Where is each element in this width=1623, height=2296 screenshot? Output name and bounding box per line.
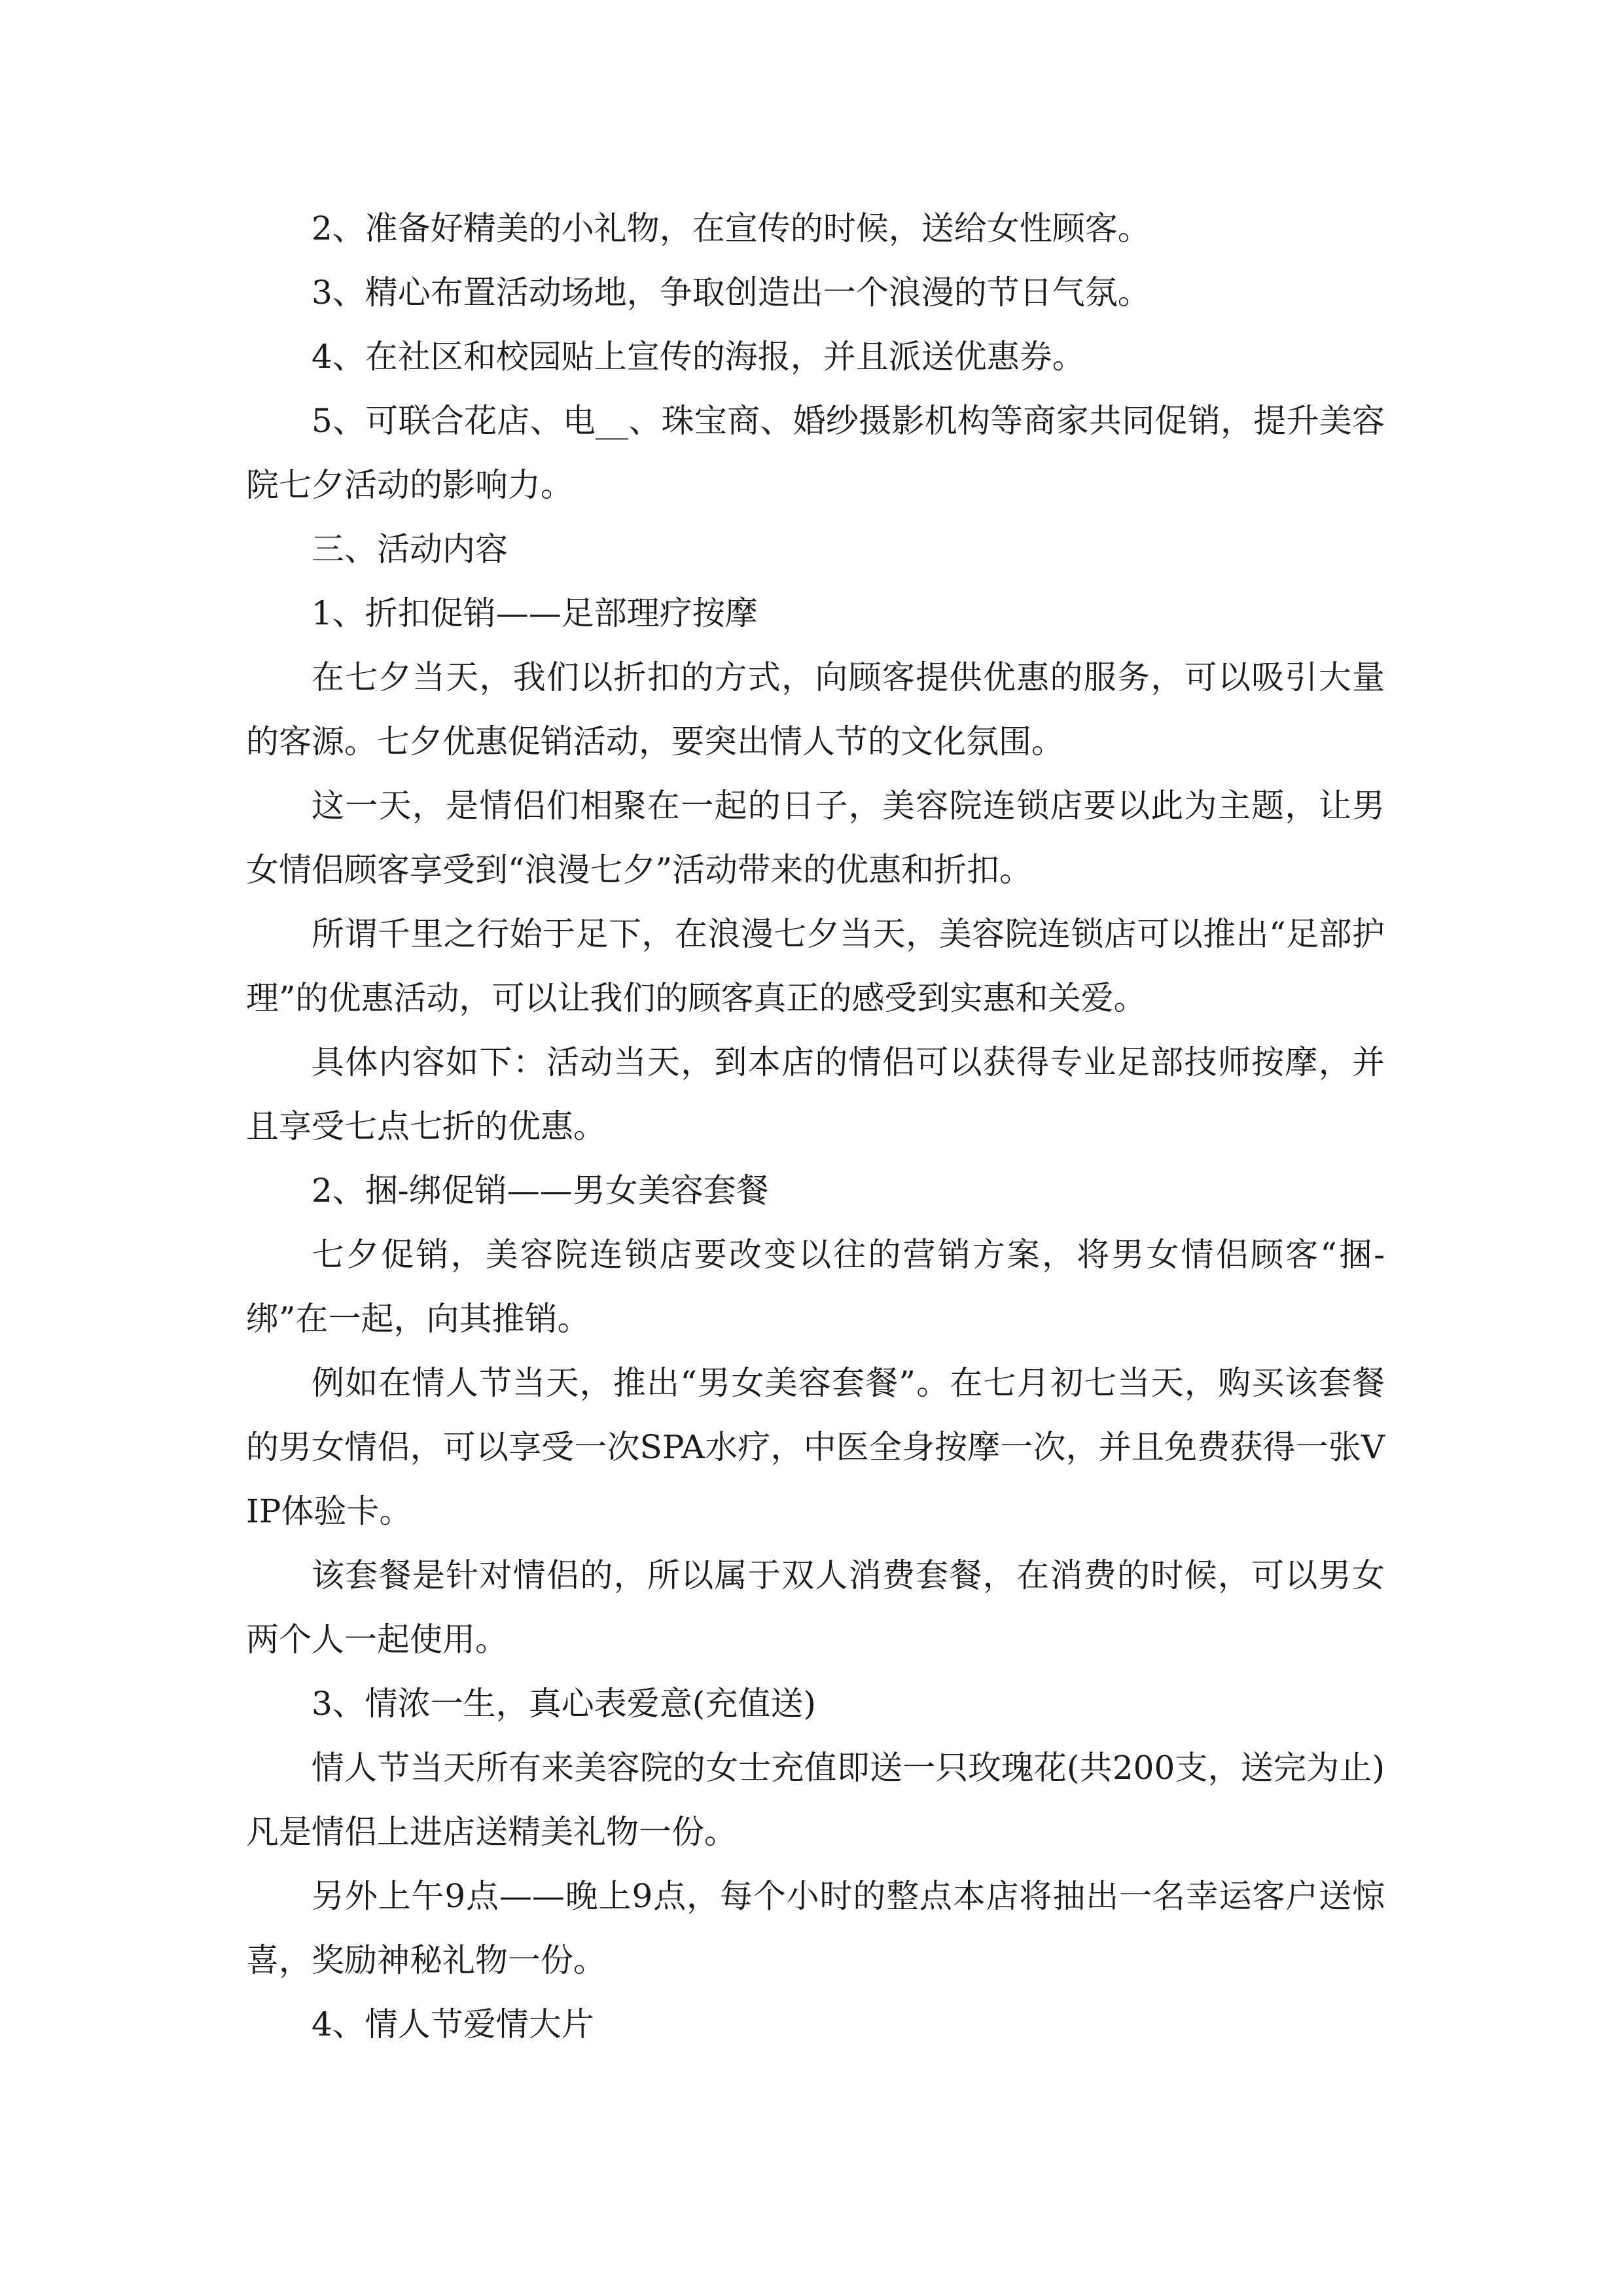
paragraph-package-usage: 该套餐是针对情侣的，所以属于双人消费套餐，在消费的时候，可以男女两个人一起使用。 <box>246 1556 1385 1659</box>
subheading-recharge-gift: 3、情浓一生，真心表爱意(充值送) <box>312 1685 816 1723</box>
subheading-bundle-promotion: 2、捆-绑促销——男女美容套餐 <box>312 1172 769 1210</box>
paragraph-recharge-details: 情人节当天所有来美容院的女士充值即送一只玫瑰花(共200支，送完为止)凡是情侣上进店送精美礼物一份。 <box>246 1749 1385 1851</box>
paragraph-bundle-intro: 七夕促销，美容院连锁店要改变以往的营销方案，将男女情侣顾客“捆-绑”在一起，向其推销。 <box>246 1236 1385 1338</box>
subheading-discount-promotion: 1、折扣促销——足部理疗按摩 <box>312 594 758 632</box>
document-body <box>246 196 1385 2056</box>
paragraph-foot-care: 所谓千里之行始于足下，在浪漫七夕当天，美容院连锁店可以推出“足部护理”的优惠活动，可以让我们的顾客真正的感受到实惠和关爱。 <box>246 915 1385 1017</box>
paragraph-item-4: 4、在社区和校园贴上宣传的海报，并且派送优惠券。 <box>312 338 1085 376</box>
paragraph-couples-day: 这一天，是情侣们相聚在一起的日子，美容院连锁店要以此为主题，让男女情侣顾客享受到“浪漫七夕”活动带来的优惠和折扣。 <box>246 787 1385 889</box>
subheading-love-film: 4、情人节爱情大片 <box>312 2005 594 2043</box>
paragraph-item-3: 3、精心布置活动场地，争取创造出一个浪漫的节日气氛。 <box>312 274 1150 312</box>
paragraph-hourly-draw: 另外上午9点——晚上9点，每个小时的整点本店将抽出一名幸运客户送惊喜，奖励神秘礼物一份。 <box>246 1877 1385 1979</box>
paragraph-package-example: 例如在情人节当天，推出“男女美容套餐”。在七月初七当天，购买该套餐的男女情侣，可以享受一次SPA水疗，中医全身按摩一次，并且免费获得一张VIP体验卡。 <box>246 1364 1385 1530</box>
paragraph-item-2: 2、准备好精美的小礼物，在宣传的时候，送给女性顾客。 <box>312 209 1150 247</box>
section-heading-activity-content: 三、活动内容 <box>312 530 508 568</box>
paragraph-details: 具体内容如下：活动当天，到本店的情侣可以获得专业足部技师按摩，并且享受七点七折的优惠。 <box>246 1043 1385 1145</box>
paragraph-discount-intro: 在七夕当天，我们以折扣的方式，向顾客提供优惠的服务，可以吸引大量的客源。七夕优惠促销活动，要突出情人节的文化氛围。 <box>246 658 1385 761</box>
paragraph-item-5: 5、可联合花店、电__、珠宝商、婚纱摄影机构等商家共同促销，提升美容院七夕活动的影响力。 <box>246 402 1385 504</box>
